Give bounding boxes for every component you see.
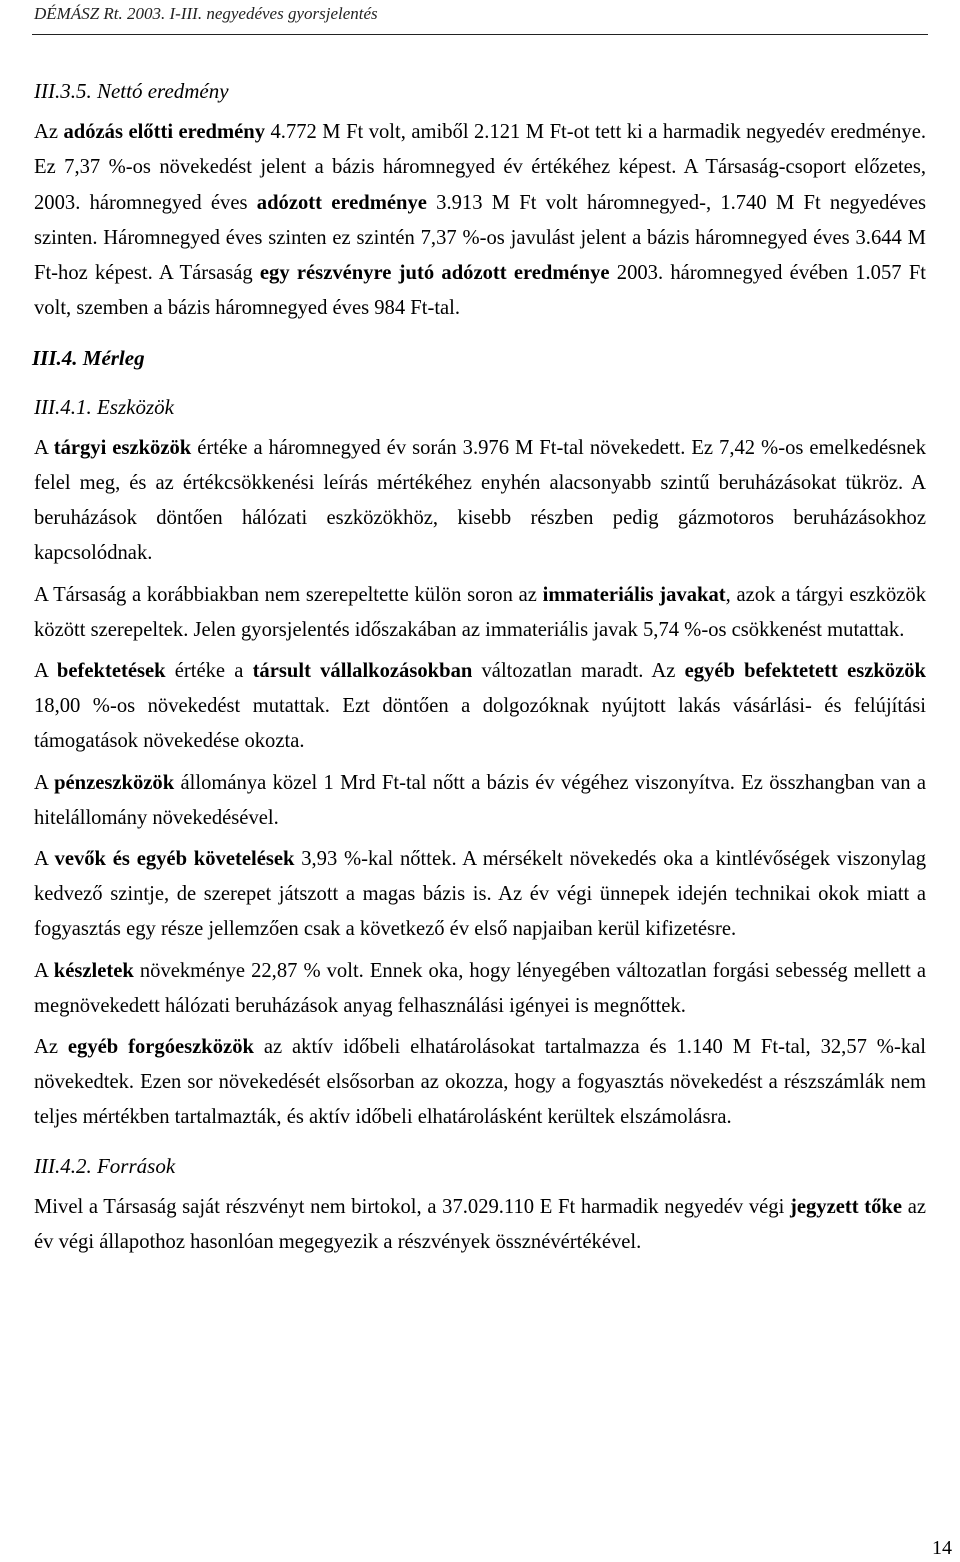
bold-term: immateriális javakat bbox=[542, 583, 726, 606]
paragraph-egyeb-forgoeszkozok: Az egyéb forgóeszközök az aktív időbeli elhatárolásokat tartalmazza és 1.140 M Ft-tal, 32,57 %-kal növekedtek. Ezen sor növekedését elsősorban az okozza, hogy a fogyasztás növekedést a részszámlák nem teljes mértékben tartalmazták, és aktív időbeli elhatárolásként kerültek elszámolásra. bbox=[34, 1036, 926, 1129]
bold-term: vevők és egyéb követelések bbox=[54, 848, 295, 871]
paragraph-vevok: A vevők és egyéb követelések 3,93 %-kal nőttek. A mérsékelt növekedés oka a kintlévőségek viszonylag kedvező szintje, de szerepet játszott a magas bázis is. Az év végi ünnepek idején technikai okok miatt a fogyasztás egy része jellemzően csak a következő év első napjaiban kerül kifizetésre. bbox=[34, 848, 927, 941]
paragraph-befektetesek: A befektetések értéke a társult vállalkozásokban változatlan maradt. Az egyéb befektetett eszközök 18,00 %-os növekedést mutattak. Ezt döntően a dolgozóknak nyújtott lakás vásárlási- és felújítási támogatások növekedése okozta. bbox=[34, 660, 926, 753]
section-heading-forrasok: III.4.2. Források bbox=[34, 1153, 176, 1178]
page-number: 14 bbox=[932, 1537, 952, 1559]
paragraph-jegyzett-toke: Mivel a Társaság saját részvényt nem birtokol, a 37.029.110 E Ft harmadik negyedév végi jegyzett tőke az év végi állapothoz hasonlóan megegyezik a részvények össznévértékével. bbox=[34, 1195, 926, 1254]
paragraph-immaterialis-javak: A Társaság a korábbiakban nem szerepeltette külön soron az immateriális javakat, azok a tárgyi eszközök között szerepeltek. Jelen gyorsjelentés időszakában az immateriális javak 5,74 %-os csökkenést mutattak. bbox=[34, 583, 926, 641]
bold-term: adózás előtti eredmény bbox=[63, 121, 266, 144]
bold-term: befektetések bbox=[56, 660, 166, 683]
bold-term: készletek bbox=[53, 959, 134, 982]
running-header: DÉMÁSZ Rt. 2003. I-III. negyedéves gyorsjelentés bbox=[34, 4, 378, 23]
bold-term: társult vállalkozásokban bbox=[252, 660, 473, 683]
paragraph-keszletek: A készletek növekménye 22,87 % volt. Ennek oka, hogy lényegében változatlan forgási sebesség mellett a megnövekedett hálózati beruházások anyag felhasználási igényei is megnőttek. bbox=[34, 959, 926, 1017]
bold-term: egy részvényre jutó adózott eredménye bbox=[259, 262, 610, 285]
paragraph-netto-eredmeny: Az adózás előtti eredmény 4.772 M Ft volt, amiből 2.121 M Ft-ot tett ki a harmadik negyedév eredménye. Ez 7,37 %-os növekedést jelent a bázis háromnegyed év értékéhez képest. A Társaság-csoport előzetes, 2003. háromnegyed éves adózott eredménye 3.913 M Ft volt háromnegyed-, 1.740 M Ft negyedéves szinten. Háromnegyed éves szinten ez szintén 7,37 %-os javulást jelent a bázis háromnegyed éves 3.644 M Ft-hoz képest. A Társaság egy részvényre jutó adózott eredménye 2003. háromnegyed évében 1.057 Ft volt, szemben a bázis háromnegyed éves 984 Ft-tal. bbox=[34, 121, 926, 320]
section-heading-eszkozok: III.4.1. Eszközök bbox=[34, 394, 174, 419]
header-divider bbox=[32, 34, 928, 35]
bold-term: egyéb forgóeszközök bbox=[67, 1036, 254, 1059]
paragraph-targyi-eszkozok: A tárgyi eszközök értéke a háromnegyed év során 3.976 M Ft-tal növekedett. Ez 7,42 %-os emelkedésnek felel meg, és az értékcsökkenési leírás mértékéhez enyhén alacsonyabb szintű beruházásokat tükröz. A beruházások döntően hálózati eszközökhöz, kisebb részben pedig gázmotoros beruházásokhoz kapcsolódnak. bbox=[34, 436, 926, 565]
section-heading-netto-eredmeny: III.3.5. Nettó eredmény bbox=[34, 79, 229, 103]
bold-term: jegyzett tőke bbox=[790, 1195, 903, 1218]
bold-term: pénzeszközök bbox=[54, 771, 175, 794]
bold-term: tárgyi eszközök bbox=[53, 436, 192, 459]
bold-term: adózott eredménye bbox=[256, 191, 427, 214]
bold-term: egyéb befektetett eszközök bbox=[684, 660, 926, 683]
section-heading-merleg: III.4. Mérleg bbox=[32, 346, 145, 371]
paragraph-penzeszkozok: A pénzeszközök állománya közel 1 Mrd Ft-tal nőtt a bázis év végéhez viszonyítva. Ez összhangban van a hitelállomány növekedésével. bbox=[34, 771, 926, 829]
document-body bbox=[34, 74, 926, 1260]
